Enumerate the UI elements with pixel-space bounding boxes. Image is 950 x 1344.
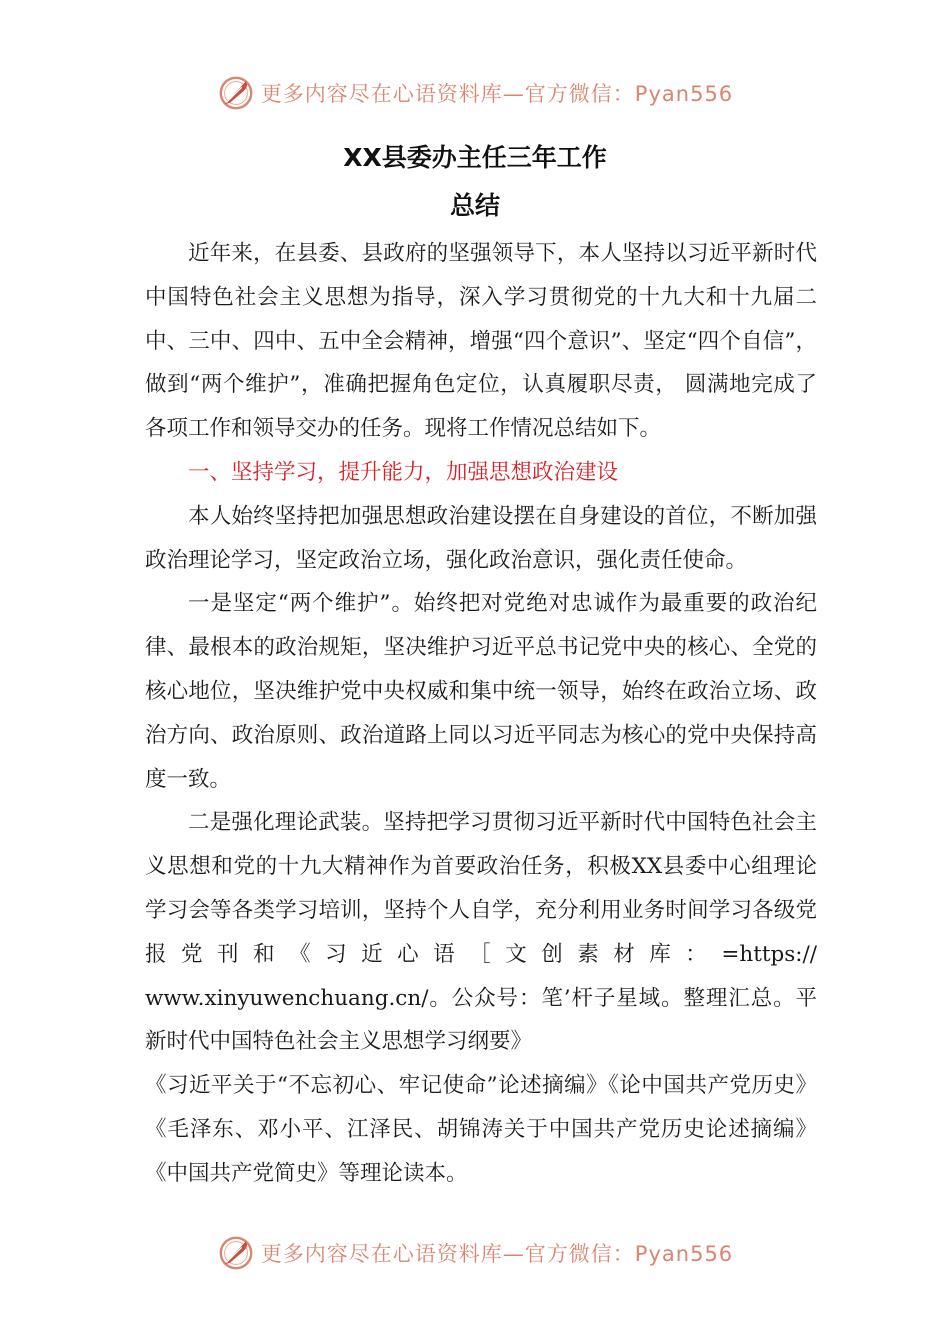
paragraph-point-2-continued: www.xinyuwenchuang.cn/。公众号：笔’杆子星域。整理汇总。平新时代中国特色社会主义思想学习纲要》 bbox=[145, 985, 817, 1055]
document-body bbox=[145, 232, 817, 1196]
watermark-text: 更多内容尽在心语资料库—官方微信：Pyan556 bbox=[260, 82, 734, 106]
watermark-text: 更多内容尽在心语资料库—官方微信：Pyan556 bbox=[260, 1242, 734, 1266]
paragraph-section-intro: 本人始终坚持把加强思想政治建设摆在自身建设的首位，不断加强政治理论学习，坚定政治立场，强化政治意识，强化责任使命。 bbox=[145, 503, 817, 573]
watermark-header bbox=[0, 68, 950, 118]
watermark-footer bbox=[0, 1228, 950, 1278]
paragraph-point-2-reading-list: 《习近平关于“不忘初心、牢记使命”论述摘编》《论中国共产党历史》《毛泽东、邓小平、江泽民、胡锦涛关于中国共产党历史论述摘编》《中国共产党简史》等理论读本。 bbox=[145, 1073, 817, 1186]
paragraph-intro: 近年来，在县委、县政府的坚强领导下，本人坚持以习近平新时代中国特色社会主义思想为指导，深入学习贯彻党的十九大和十九届二中、三中、四中、五中全会精神，增强“四个意识”、坚定“四个自信”，做到“两个维护”，准确把握角色定位，认真履职尽责， 圆满地完成了各项工作和领导交办的任务。现将工作情况总结如下。 bbox=[145, 241, 817, 442]
document-title-continued: 总结 bbox=[449, 191, 500, 220]
section-heading-1: 一、坚持学习，提升能力，加强思想政治建设 bbox=[188, 459, 619, 485]
document-title: XX县委办主任三年工作 bbox=[343, 143, 607, 172]
feather-pen-logo-icon bbox=[217, 74, 255, 112]
paragraph-point-2: 二是强化理论武装。坚持把学习贯彻习近平新时代中国特色社会主义思想和党的十九大精神作为首要政治任务，积极XX县委中心组理论学习会等各类学习培训，坚持个人自学，充分利用业务时间学习各级党报党刊和《习近心语［文创素材库：=https:// bbox=[145, 810, 817, 967]
paragraph-point-1: 一是坚定“两个维护”。始终把对党绝对忠诚作为最重要的政治纪律、最根本的政治规矩，坚决维护习近平总书记党中央的核心、全党的核心地位，坚决维护党中央权威和集中统一领导，始终在政治立场、政治方向、政治原则、政治道路上同以习近平同志为核心的党中央保持高度一致。 bbox=[145, 591, 817, 792]
feather-pen-logo-icon bbox=[217, 1234, 255, 1272]
